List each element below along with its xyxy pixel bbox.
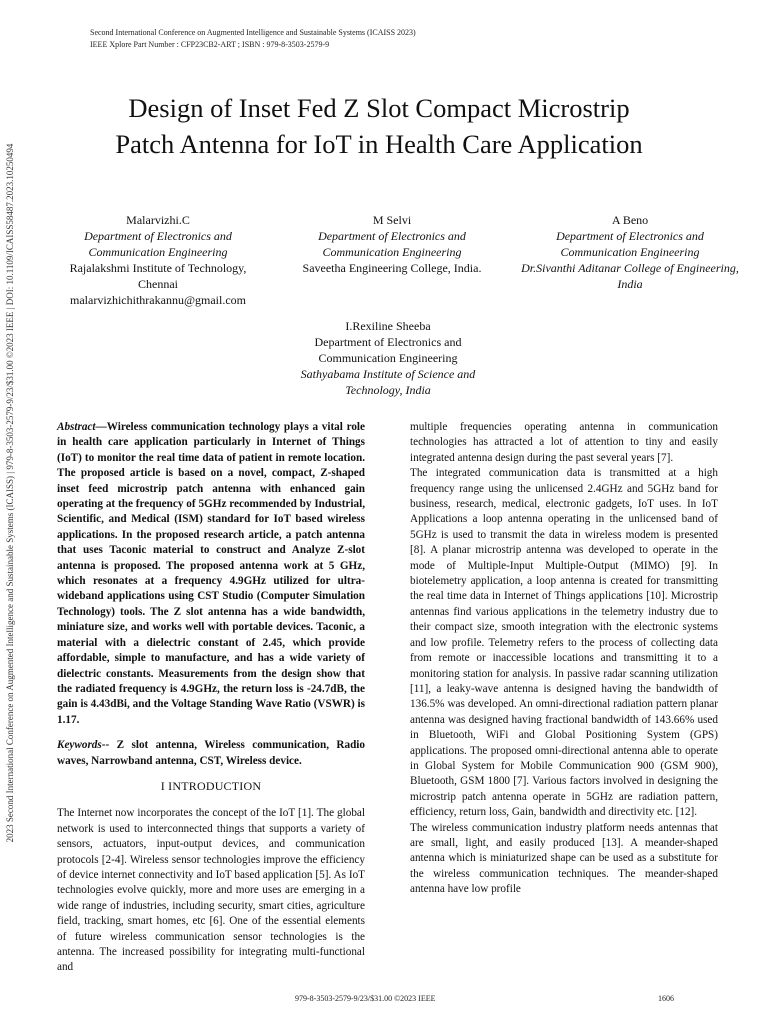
keywords-label: Keywords [57, 739, 102, 752]
section-heading-introduction: I INTRODUCTION [160, 778, 262, 793]
author-name: Malarvizhi.C [126, 213, 190, 227]
author-dept: Department of Electronics and Communication Engineering [556, 229, 704, 259]
abstract [57, 420, 365, 728]
author-name: A Beno [611, 213, 649, 227]
author-block-1 [54, 212, 262, 308]
author-block-3 [520, 212, 740, 292]
abstract-label: Abstract [57, 421, 96, 433]
body-paragraph: The wireless communication industry platform needs antennas that are small, light, and easily produced [13]. A meander-shaped antenna which is miniaturized shape can be used as a substitute for the wireless communication techniques. The meander-shaped antenna have low profile [410, 821, 718, 896]
author-email[interactable]: malarvizhichithrakannu@gmail.com [70, 293, 246, 307]
author-institution: Sathyabama Institute of Science and Technology, India [300, 367, 476, 397]
conference-header [90, 27, 416, 51]
author-institution: Dr.Sivanthi Aditanar College of Engineering, India [521, 261, 739, 291]
author-dept: Department of Electronics and Communication Engineering [84, 229, 232, 259]
right-column [410, 420, 718, 898]
keywords [57, 738, 365, 769]
author-dept: Department of Electronics and Communication Engineering [314, 335, 462, 365]
author-dept: Department of Electronics and Communication Engineering [318, 229, 466, 259]
body-paragraph: The integrated communication data is transmitted at a high frequency range using the unlicensed 2.4GHz and 5GHz band for business, research, medical, electronic gadgets, IoT uses. In IoT Applications a loop antenna operating in the unlicensed band of 5GHz is used to transmit the data in wireless modem is presented [8]. A planar microstrip antenna was developed to operate in the mode of Multiple-Input Multiple-Output (MIMO) [9]. In biotelemetry application, a loop antenna is created for transmitting the real time data in Internet of Things applications [10]. Microstrip antennas find various applications in the telemetry industry due to their compact size, smooth integration with the electronic systems and low profile. Telemetry refers to the process of collecting data from remote or inaccessible locations and transmitting it to a monitoring station for analysis. In passive radar scanning utilization [11], a leaky-wave antenna is designed having the bandwidth of 136.5% was developed. An omni-directional radiation pattern planar antenna was designed having fractional bandwidth of 143.66% used in Bluetooth, WiFi and Global Positioning System (GPS) applications. The proposed omni-directional antenna able to operate in Global System for Mobile Communication 900 (GSM 900), Bluetooth, GSM 1800 [7]. Various factors involved in designing the microstrip patch antenna operate in 5GHz are radiation pattern, efficiency, return loss, Gain, bandwidth and directivity etc. [12]. [410, 467, 718, 819]
body-paragraph: multiple frequencies operating antenna in communication technologies has attracted a lot of attention to tiny and easily integrated antenna design during the past several years [7]. [410, 421, 718, 464]
page-number: 1606 [658, 994, 674, 1003]
abstract-text: —Wireless communication technology plays a vital role in health care application particularly in Internet of Things (IoT) to monitor the real time data of patient in remote location. The proposed article is based on a novel, compact, Z-shaped inset feed microstrip patch antenna with enhanced gain operating at the frequency of 5GHz recommended by Industrial, Scientific, and Medical (ISM) standard for IoT based wireless applications. In the proposed research article, a patch antenna that uses Taconic material to construct and Analyze Z-slot antenna is proposed. The proposed antenna work at 5 GHz, which resonates at a frequency 4.9GHz utilized for ultra-wideband applications using CST Studio (Computer Simulation Technology) tools. The Z slot antenna has a wide bandwidth, miniature size, and works well with portable devices. Taconic, a material with a dielectric constant of 2.45, which provide affordable, simple to manufacture, and has a wide variety of dielectric constants. Measurements from the design show that the radiated frequency is 4.9GHz, the return loss is -24.7dB, the gain is 4.43dBi, and the Voltage Standing Wave Ratio (VSWR) is 1.17. [57, 421, 365, 726]
author-institution: Saveetha Engineering College, India. [302, 261, 482, 275]
author-institution: Rajalakshmi Institute of Technology, Chennai [69, 261, 247, 291]
keywords-text: -- Z slot antenna, Wireless communication, Radio waves, Narrowband antenna, CST, Wireless device. [57, 739, 365, 767]
author-block-2 [294, 212, 490, 276]
paper-title: Design of Inset Fed Z Slot Compact Microstrip Patch Antenna for IoT in Health Care Application [115, 93, 643, 159]
author-block-4 [290, 318, 486, 398]
conference-name: Second International Conference on Augmented Intelligence and Sustainable Systems (ICAISS 2023) [90, 28, 416, 37]
author-name: M Selvi [372, 213, 412, 227]
footer-copyright: 979-8-3503-2579-9/23/$31.00 ©2023 IEEE [295, 994, 436, 1003]
intro-paragraph: The Internet now incorporates the concept of the IoT [1]. The global network is used to interconnected things that supports a variety of sensors, actuators, input-output devices, and communication protocols [2-4]. Wireless sensor technologies improve the efficiency of device internet connectivity and IoT based application [5]. As IoT technologies evolve quickly, more and more uses are emerging in a wide range of industries, including security, smart cities, agriculture field, tracking, smart homes, etc [6]. One of the essential elements of future wireless communication sensor technologies is the antenna. The increased possibility for integrating multi-functional and [57, 807, 365, 974]
side-identifier: 2023 Second International Conference on Augmented Intelligence and Sustainable Systems (ICAISS) | 979-8-3503-2579-9/23/$31.00 ©2023 IEEE | DOI: 10.1109/ICAISS58487.2023.10250494 [5, 143, 15, 843]
left-column [57, 420, 365, 976]
ieee-part-number: IEEE Xplore Part Number : CFP23CB2-ART ; ISBN : 979-8-3503-2579-9 [90, 40, 330, 49]
author-name: I.Rexiline Sheeba [345, 319, 431, 333]
